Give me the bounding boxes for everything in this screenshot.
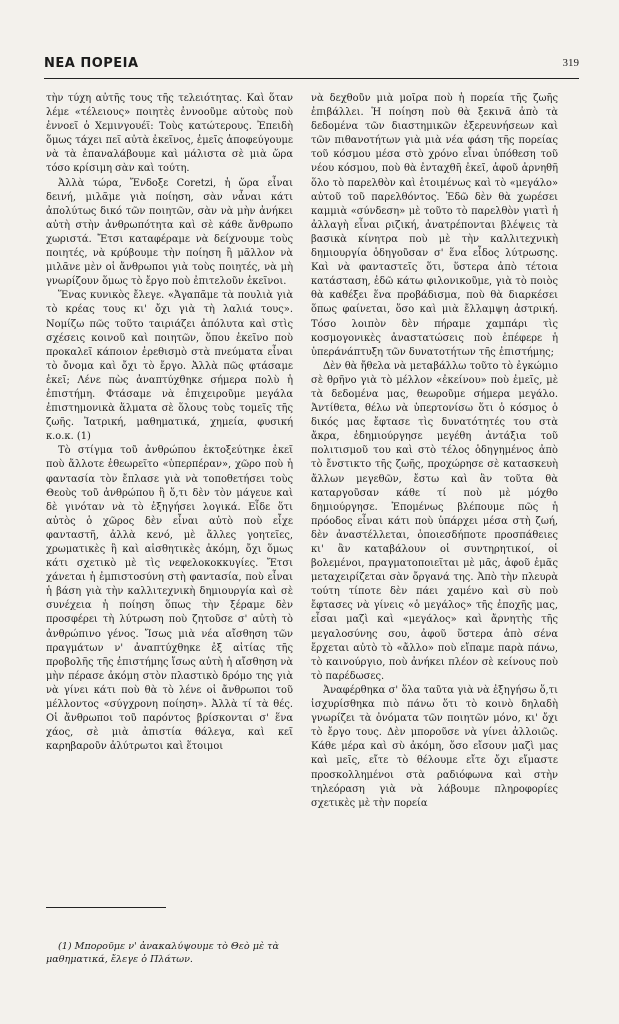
- paragraph: Ἀλλὰ τώρα, Ἔνδοξε Coretzi, ἡ ὥρα εἶναι δεινή, μιλᾶμε γιὰ ποίηση, σὰν νἆναι κάτι ἀπολύτως δικό τῶν ποιητῶν, σὰν νὰ μὴν ἀνήκει αὐτὴ στὴν ἀνθρωπότητα καὶ σὲ κάθε ἄνθρωπο χωριστά. Ἔτσι καταφέραμε νὰ δείχνουμε τοὺς ποιητές, νὰ κρύβουμε τὴν ποίηση ἢ μᾶλλον νὰ μιλᾶνε μὲν οἱ ἄνθρωποι γιὰ τοὺς ποιητές, νὰ μὴ γνωρίζουν ὅμως τὸ ἔργο ποὺ ἐπιτελοῦν ἐκεῖνοι.: [46, 177, 293, 288]
- page-number: 319: [562, 57, 579, 69]
- paragraph: Τὸ στίγμα τοῦ ἀνθρώπου ἐκτοξεύτηκε ἐκεῖ ποὺ ἄλλοτε ἐθεωρεῖτο «ὑπερπέραν», χῶρο ποὺ ἡ φαντασία τὸν ἔπλασε γιὰ νὰ τοποθετήσει τοὺς Θεοὺς τοῦ ἀνθρώπου ἢ ὅ,τι δὲν τὸν μάγευε καὶ δὲ γινόταν νὰ τὸ ἐξηγήσει λογικά. Εἶδε ὅτι αὐτὸς ὁ χῶρος δὲν εἶναι αὐτὸ ποὺ εἶχε φανταστῆ, ἀλλὰ κενό, μὲ ἄλλες γοητεῖες, χρωματικὲς ἢ καὶ αἰσθητικὲς ἀκόμη, ὄχι ὅμως κάτι σχετικὸ μὲ τὶς νεφελοκοκκυγίες. Ἔτσι χάνεται ἡ ἐμπιστοσύνη στὴ φαντασία, ποὺ εἶναι ἡ βάση γιὰ τὴν καλλιτεχνικὴ δημιουργία καὶ σὲ συνέχεια ἡ ποίηση ὅπως τὴν ξέραμε δὲν προσφέρει τὴ λύτρωση ποὺ ζητοῦσε σ' αὐτὴ τὸ ἀνθρώπινο γένος. Ἴσως μιὰ νέα αἴσθηση τῶν πραγμάτων ν' ἀναπτύχθηκε ἐξ αἰτίας τῆς προβολῆς τῆς ἐπιστήμης ἴσως αὐτὴ ἡ αἴσθηση νὰ μὴν πέρασε ἀκόμη στὸν πλαστικὸ δρόμο της γιὰ νὰ γίνει κάτι ποὺ θὰ τὸ λένε οἱ ἄνθρωποι τοῦ μέλλοντος «σύγχρονη ποίηση». Ἀλλὰ τί τὰ θές. Οἱ ἄνθρωποι τοῦ παρόντος βρίσκονται σ' ἕνα χάος, σὲ μιὰ ἀπιστία θάλεγα, καὶ κεῖ καρηβαροῦν ἀλύτρωτοι καὶ ἕτοιμοι: [46, 445, 293, 753]
- right-column: [311, 92, 558, 811]
- paragraph: τὴν τύχη αὐτῆς τους τῆς τελειότητας. Καὶ ὅταν λέμε «τέλειους» ποιητὲς ἐννοοῦμε αὐτοὺς ποὺ ἐννοεῖ ὁ Χεμινγουέϊ: Τοὺς κατώτερους. Ἐπειδὴ ὅμως τάχει πεῖ αὐτὰ ἐκεῖνος, ἐμεῖς ἀποφεύγουμε νὰ τὰ ἐπαναλάβουμε καὶ μάλιστα σὲ μιὰ ὥρα τόσο κρίσιμη σὰν καὶ τούτη.: [46, 93, 293, 175]
- paragraph: νὰ δεχθοῦν μιὰ μοῖρα ποὺ ἡ πορεία τῆς ζωῆς ἐπιβάλλει. Ἡ ποίηση ποὺ θὰ ξεκινᾶ ἀπὸ τὰ δεδομένα τῶν διαστημικῶν ἐξερευνήσεων καὶ τῶν πιθανοτήτων γιὰ μιὰ νέα φάση τῆς πορείας τοῦ κόσμου μέσα στὸ χρόνο εἶναι ὑπόθεση τοῦ νέου κόσμου, ποὺ θὰ ἐνταχθῆ ἐκεῖ, ἀφοῦ ἀρνηθῆ ὅλο τὸ παρελθὸν καὶ ἑτοιμένως καὶ τὸ «μεγάλο» αὐτοῦ τοῦ παρελθόντος. Ἐδῶ δὲν θὰ χωρέσει καμμιὰ «σύνδεση» μὲ τοῦτο τὸ παρελθὸν γιατὶ ἡ ἀλλαγὴ εἶναι ριζική, ἀνατρέπονται βλέψεις τὰ βασικὰ κίνητρα ποὺ μὲ τὴν καλλιτεχνικὴ δημιουργία ὁδηγοῦσαν σ' ἕνα εἶδος λύτρωσης. Καὶ νὰ φανταστεῖς ὅτι, ὕστερα ἀπὸ τέτοια κατάσταση, ἐδῶ κάτω φιλονικοῦμε, γιὰ τὸ ποιὸς θὰ καθέξει ἕνα προβάδισμα, ποὺ θὰ διαρκέσει ὅπως φαίνεται, ὅσο καὶ μιὰ ἔλλαμψη ἀστρική. Τόσο λοιπὸν δὲν πήραμε χαμπάρι τὶς κοσμογονικὲς ἀναστατώσεις ποὺ ἐπέφερε ἡ ὑπεράνάπτυξη τῶν δυνατοτήτων τῆς ἐπιστήμης;: [311, 93, 558, 358]
- running-header: [44, 56, 579, 79]
- footnote-divider: [46, 907, 166, 908]
- journal-title: ΝΕΑ ΠΟΡΕΙΑ: [44, 56, 139, 71]
- left-column: [46, 92, 293, 754]
- paragraph: Ἀναφέρθηκα σ' ὅλα ταῦτα γιὰ νὰ ἐξηγήσω ὅ,τι ἰσχυρίσθηκα πιὸ πάνω ὅτι τὸ κοινὸ δηλαδὴ γνωρίζει τὰ ὀνόματα τῶν ποιητῶν μόνο, κι' ὄχι τὸ ἔργο τους. Δὲν μποροῦσε νὰ γίνει ἀλλοιῶς. Κάθε μέρα καὶ σὺ ἀκόμη, ὅσο εἴσουν μαζὶ μας καὶ μεῖς, εἴτε τὸ θέλουμε εἴτε ὄχι εἴμαστε προσκολλημένοι στὰ ραδιόφωνα καὶ στὴν τηλεόραση γιὰ νὰ λάβουμε πληροφορίες σχετικὲς μὲ τὴν πορεία: [311, 684, 558, 809]
- footnote: (1) Μποροῦμε ν' ἀνακαλύψουμε τὸ Θεὸ μὲ τὰ μαθηματικά, ἔλεγε ὁ Πλάτων.: [46, 940, 279, 966]
- paragraph: Ἕνας κυνικὸς ἔλεγε. «Ἀγαπᾶμε τὰ πουλιὰ γιὰ τὸ κρέας τους κι' ὄχι γιὰ τὴ λαλιά τους». Νομίζω πῶς τοῦτο ταιριάζει ἀπόλυτα καὶ στὶς σχέσεις κοινοῦ καὶ ποιητῶν, ὅπου ἐκεῖνο ποὺ προκαλεῖ κάποιον ἐρεθισμὸ στὰ πνεύματα εἶναι τὸ ὄνομα καὶ ὄχι τὸ ἔργο. Ἀλλὰ πῶς φτάσαμε ἐκεῖ; Λένε πὼς ἀναπτύχθηκε σήμερα πολὺ ἡ ἐπιστήμη. Φτάσαμε νὰ ἐπιχειροῦμε μεγάλα ἐπιστημονικὰ ἅλματα σὲ ὅλους τοὺς τομεῖς τῆς ζωῆς. Ἰατρική, μαθηματικά, χημεία, φυσική κ.ο.κ. (1): [46, 290, 293, 443]
- paragraph: Δὲν θὰ ἤθελα νὰ μεταβάλλω τοῦτο τὸ ἐγκώμιο σὲ θρῆνο γιὰ τὸ μέλλον «ἐκείνου» ποὺ ἐμεῖς, μὲ τὰ δεδομένα μας, θεωροῦμε σήμερα μεγάλο. Ἀντίθετα, θέλω νὰ ὑπερτονίσω ὅτι ὁ κόσμος ὁ δικός μας ἔφτασε τὶς δυνατότητές του στὰ ἄκρα, ἐδημιούργησε μεγέθη ἀντάξια τοῦ πολιτισμοῦ του καὶ στὸ τέλος ὁδηγημένος ἀπὸ τὸ ἔνστικτο τῆς ζωῆς, προχώρησε σὲ κατασκευὴ ἄλλων μεγεθῶν, ἔστω καὶ ἂν τοῦτα θὰ καταργοῦσαν κάθε τί ποὺ μὲ μόχθο δημιούργησε. Ἐπομένως βλέπουμε πῶς ἡ πρόοδος εἶναι κάτι ποὺ ὑπάρχει μέσα στὴ ζωή, δὲν ἀναστέλλεται, ὁποιεσδήποτε προσπάθειες κι' ἂν καταβάλουν οἱ συντηρητικοί, οἱ βολεμένοι, πραγματοποιεῖται μὲ μᾶς, ἀφοῦ ἐμᾶς μεταχειρίζεται σὰν ὄργανά της. Ἀπὸ τὴν πλευρὰ τούτη τίποτε δὲν πάει χαμένο καὶ σὺ ποὺ ἔφτασες νὰ γίνεις «ὁ μεγάλος» τῆς ἐποχῆς μας, εἶσαι μαζὶ καὶ «μεγάλος» καὶ ἄρνητὴς τῆς μεγαλοσύνης σου, ἀφοῦ ὕστερα ἀπὸ σένα ἔρχεται αὐτὸ τὸ «ἄλλο» ποὺ εἴπαμε παρὰ πάνω, τὸ καινούργιο, ποὺ ἀνήκει πλέον σὲ κείνους ποὺ τὸ παρέδωσες.: [311, 360, 558, 682]
